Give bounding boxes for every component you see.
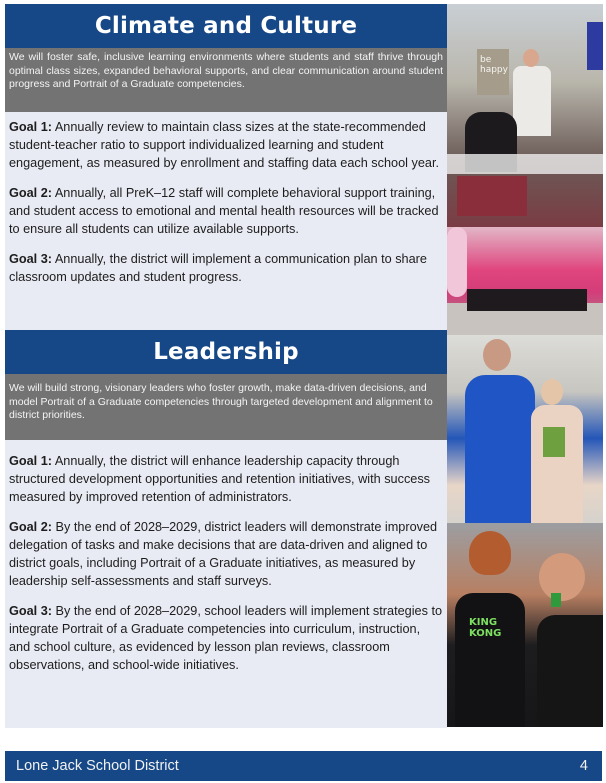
goal-item (9, 250, 443, 286)
goal-label: Goal 3: (9, 252, 53, 266)
goal-text: By the end of 2028–2029, school leaders will implement strategies to integrate Portrait of a Graduate competencies into curriculum, instruction, and school culture, as evidenced by lesson plan reviews, classroom observations, and school-wide initiatives. (9, 604, 443, 672)
section-intro-climate-culture: We will foster safe, inclusive learning environments where students and staff thrive through optimal class sizes, expanded behavioral supports, and clear communication around student progress and Portrait of a Graduate competencies. (5, 48, 447, 112)
goal-item (9, 518, 443, 590)
boy-1-head (469, 531, 511, 575)
goals-list-climate-culture (5, 112, 447, 330)
staff-head (483, 339, 511, 371)
teacher-head (523, 49, 539, 67)
goal-label: Goal 1: (9, 120, 53, 134)
photo-volleyball-team (447, 227, 603, 335)
goal-item (9, 452, 443, 506)
boy-2-shirt (537, 615, 603, 727)
green-figure (551, 593, 561, 607)
photo-two-boys (447, 523, 603, 727)
page-footer (5, 751, 602, 781)
section-title-climate-culture: Climate and Culture (5, 4, 447, 48)
poster (587, 22, 603, 70)
footer-district-name: Lone Jack School District (16, 758, 179, 774)
boy-1-shirt: KING KONG (455, 593, 525, 727)
section-title-leadership: Leadership (5, 330, 447, 374)
chair (457, 176, 527, 216)
boy-2-head (539, 553, 585, 601)
goal-text: Annually, the district will enhance leadership capacity through structured development opportunities and retention initiatives, with success measured by improved retention of administrators. (9, 454, 431, 504)
photo-column (447, 4, 603, 727)
goal-item (9, 602, 443, 674)
student-head (541, 379, 563, 405)
goal-item (9, 118, 443, 172)
goal-text: By the end of 2028–2029, district leaders will demonstrate improved delegation of tasks and make decisions that are data-driven and aligned to district goals, including Portrait of a Graduate initiatives, as measured by leadership self-assessments and staff surveys. (9, 520, 438, 588)
goal-label: Goal 2: (9, 520, 53, 534)
staff-figure (465, 375, 535, 523)
goal-label: Goal 2: (9, 186, 53, 200)
goal-text: Annually review to maintain class sizes at the state-recommended student-teacher ratio to support individualized learning and student engagement, as measured by enrollment and staffing data each school year. (9, 120, 440, 170)
goal-text: Annually, the district will implement a communication plan to share classroom updates and student progress. (9, 252, 427, 284)
balloons (447, 227, 467, 297)
teacher-figure (513, 66, 551, 136)
team-shorts (467, 289, 587, 311)
goal-text: Annually, all PreK–12 staff will complete behavioral support training, and student access to emotional and mental health resources will be tracked to ensure all students can utilize available supports. (9, 186, 439, 236)
be-happy-sign: be happy (477, 49, 509, 95)
content-column (5, 4, 447, 728)
desk (447, 154, 603, 174)
goal-label: Goal 1: (9, 454, 53, 468)
section-intro-leadership: We will build strong, visionary leaders who foster growth, make data-driven decisions, and model Portrait of a Graduate competencies through targeted development and alignment to district priorities. (5, 374, 447, 440)
student-figure (531, 405, 583, 523)
photo-staff-and-student (447, 335, 603, 523)
goal-label: Goal 3: (9, 604, 53, 618)
goals-list-leadership (5, 440, 447, 728)
book (543, 427, 565, 457)
page-number: 4 (579, 758, 588, 774)
goal-item (9, 184, 443, 238)
photo-classroom-teacher (447, 4, 603, 227)
